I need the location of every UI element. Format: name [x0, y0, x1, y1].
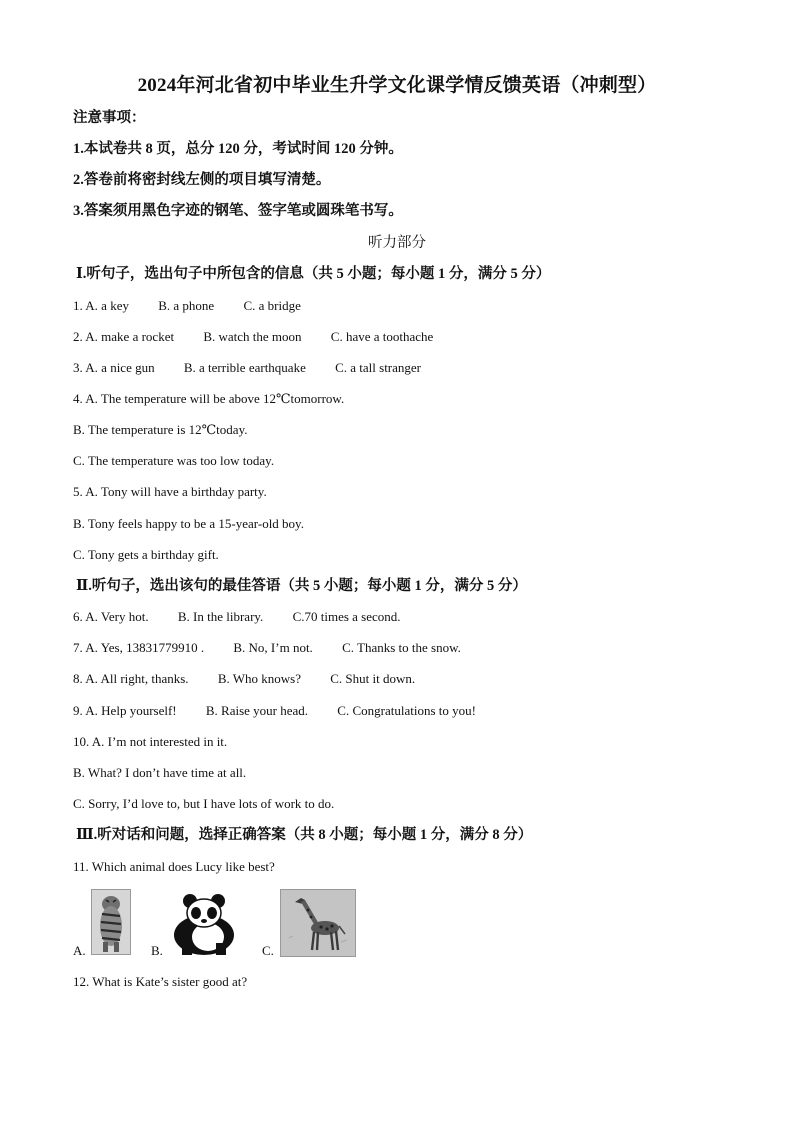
question-text: 11. Which animal does Lucy like best?: [73, 859, 275, 874]
option-a: 4. A. The temperature will be above 12℃tomorrow.: [73, 391, 345, 406]
option-c: C. a tall stranger: [335, 360, 422, 375]
option-b: B. a phone: [158, 298, 215, 313]
option-a: 10. A. I’m not interested in it.: [73, 734, 228, 749]
option-c: C. have a toothache: [330, 329, 434, 344]
option-a: 8. A. All right, thanks.: [73, 671, 189, 686]
notice-item: 2.答卷前将密封线左侧的项目填写清楚。: [73, 172, 331, 188]
question-row: [73, 608, 401, 626]
giraffe-image: [280, 889, 356, 957]
option-b: B. a terrible earthquake: [183, 360, 306, 375]
option-b: B. watch the moon: [203, 329, 302, 344]
option-b: B. Who knows?: [217, 671, 301, 686]
section-heading: Ⅰ.听句子，选出句子中所包含的信息（共 5 小题；每小题 1 分，满分 5 分）: [76, 266, 551, 282]
question-row: [73, 702, 476, 720]
option-b: B. In the library.: [177, 609, 264, 624]
option-label-a: A.: [73, 943, 86, 958]
option-c: C. Thanks to the snow.: [342, 640, 461, 655]
question-row: [73, 297, 301, 315]
notice-item: 1.本试卷共 8 页，总分 120 分，考试时间 120 分钟。: [73, 141, 403, 157]
section-heading: Ⅲ.听对话和问题，选择正确答案（共 8 小题；每小题 1 分，满分 8 分）: [76, 827, 533, 843]
option-a: 9. A. Help yourself!: [73, 703, 177, 718]
question-row: [73, 328, 433, 346]
option-c: C. The temperature was too low today.: [73, 453, 275, 468]
question-row: [73, 639, 461, 657]
exam-title: 2024年河北省初中毕业生升学文化课学情反馈英语（冲刺型）: [137, 75, 657, 96]
option-c: C. Sorry, I’d love to, but I have lots of work to do.: [73, 796, 335, 811]
part-title: 听力部分: [368, 235, 426, 251]
option-c: C.70 times a second.: [292, 609, 401, 624]
option-b: B. Raise your head.: [205, 703, 309, 718]
option-c: C. a bridge: [243, 298, 301, 313]
option-a: 2. A. make a rocket: [73, 329, 175, 344]
option-b: B. Tony feels happy to be a 15-year-old boy.: [73, 516, 304, 531]
option-b: B. No, I’m not.: [233, 640, 313, 655]
option-b: B. What? I don’t have time at all.: [73, 765, 247, 780]
option-c: C. Tony gets a birthday gift.: [73, 547, 219, 562]
option-a: 1. A. a key: [73, 298, 129, 313]
option-a: 5. A. Tony will have a birthday party.: [73, 484, 267, 499]
option-c: C. Shut it down.: [330, 671, 416, 686]
option-a: 3. A. a nice gun: [73, 360, 155, 375]
option-label-b: B.: [151, 943, 163, 958]
question-row: [73, 670, 415, 688]
question-text: 12. What is Kate’s sister good at?: [73, 974, 248, 989]
option-b: B. The temperature is 12℃today.: [73, 422, 248, 437]
notice-item: 3.答案须用黑色字迹的钢笔、签字笔或圆珠笔书写。: [73, 203, 403, 219]
section-heading: Ⅱ.听句子，选出该句的最佳答语（共 5 小题；每小题 1 分，满分 5 分）: [76, 578, 527, 594]
option-a: 6. A. Very hot.: [73, 609, 149, 624]
option-label-c: C.: [262, 943, 274, 958]
question-row: [73, 359, 421, 377]
notice-heading: 注意事项：: [73, 110, 146, 126]
tiger-image: [91, 889, 131, 955]
option-a: 7. A. Yes, 13831779910 .: [73, 640, 205, 655]
panda-image: [168, 893, 240, 955]
option-c: C. Congratulations to you!: [337, 703, 476, 718]
